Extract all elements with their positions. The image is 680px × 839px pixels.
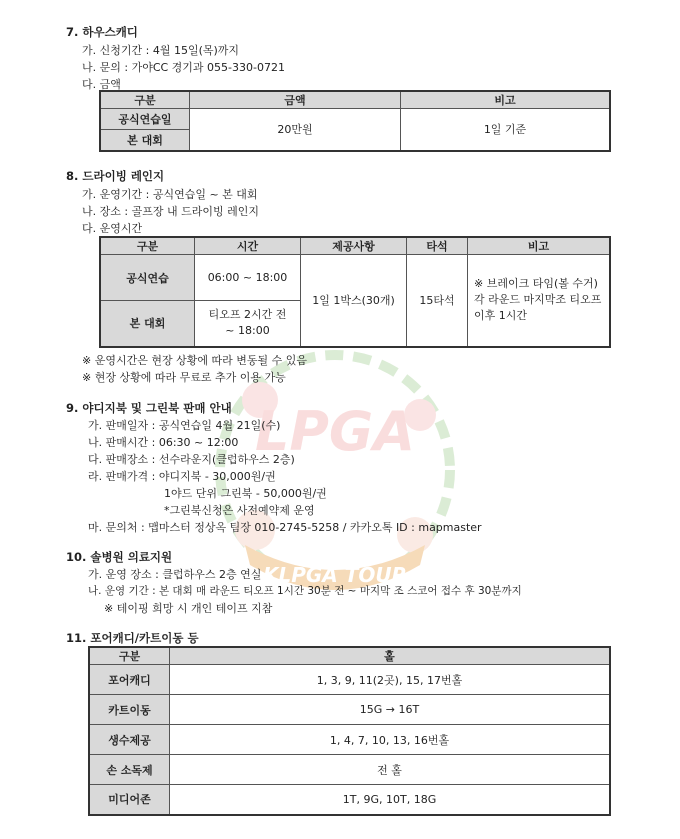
- s9-item-4: 1야드 단위 그린북 - 50,000원/권: [164, 487, 327, 500]
- s8-note-line-c: 이후 1시간: [474, 309, 527, 323]
- s7-row-practice: 공식연습일: [100, 109, 190, 130]
- s11-header-1: 홀: [170, 647, 611, 665]
- s7-header-2: 비고: [401, 91, 611, 109]
- s9-item-6: 마. 문의처 : 맵마스터 정상옥 팀장 010-2745-5258 / 카카오톡 ID : mapmaster: [88, 521, 482, 534]
- s7-amount: 20만원: [190, 109, 401, 151]
- s8-row-practice-time: 06:00 ~ 18:00: [195, 255, 301, 301]
- s9-item-3: 라. 판매가격 : 야디지북 - 30,000원/권: [88, 470, 276, 483]
- s8-header-0: 구분: [100, 237, 195, 255]
- s11-row-1-value: 15G → 16T: [170, 695, 611, 725]
- s11-row-3-value: 전 홀: [170, 755, 611, 785]
- section-9-title: 9. 야디지북 및 그린북 판매 안내: [66, 401, 232, 415]
- s10-item-0: 가. 운영 장소 : 클럽하우스 2층 연실: [88, 568, 262, 581]
- s8-header-2: 제공사항: [301, 237, 407, 255]
- s8-header-4: 비고: [468, 237, 611, 255]
- s11-row-4-name: 미디어존: [89, 785, 170, 815]
- s11-row-0-name: 포어캐디: [89, 665, 170, 695]
- s11-table: [88, 646, 611, 816]
- section-11-title: 11. 포어캐디/카트이동 등: [66, 631, 199, 645]
- s7-fee-table: [99, 90, 611, 152]
- s8-provide: 1일 1박스(30개): [301, 255, 407, 347]
- s8-note-0: ※ 운영시간은 현장 상황에 따라 변동될 수 있음: [82, 354, 307, 367]
- s11-row-2-name: 생수제공: [89, 725, 170, 755]
- s8-note-line-a: ※ 브레이크 타임(볼 수거): [474, 277, 598, 291]
- s10-item-2: ※ 테이핑 희망 시 개인 테이프 지참: [104, 602, 273, 615]
- s8-header-1: 시간: [195, 237, 301, 255]
- s7-row-main: 본 대회: [100, 130, 190, 151]
- s8-item-2: 다. 운영시간: [82, 222, 143, 235]
- s7-item-0: 가. 신청기간 : 4월 15일(목)까지: [82, 44, 240, 57]
- s11-row-1-name: 카트이동: [89, 695, 170, 725]
- s8-note-line-b: 각 라운드 마지막조 티오프: [474, 293, 602, 307]
- s8-row-main-time-b: ~ 18:00: [225, 324, 270, 338]
- s11-row-2-value: 1, 4, 7, 10, 13, 16번홀: [170, 725, 611, 755]
- s11-row-3-name: 손 소독제: [89, 755, 170, 785]
- s8-item-1: 나. 장소 : 골프장 내 드라이빙 레인지: [82, 205, 259, 218]
- s7-item-2: 다. 금액: [82, 78, 121, 91]
- s8-bays: 15타석: [407, 255, 468, 347]
- s9-item-2: 다. 판매장소 : 선수라운지(클럽하우스 2층): [88, 453, 295, 466]
- s8-row-main-time: [195, 301, 301, 347]
- section-10-title: 10. 솔병원 의료지원: [66, 550, 173, 564]
- s8-note: [468, 255, 611, 347]
- s9-item-5: *그린북신청은 사전예약제 운영: [164, 504, 315, 517]
- s8-header-3: 타석: [407, 237, 468, 255]
- s7-header-1: 금액: [190, 91, 401, 109]
- s7-note: 1일 기준: [401, 109, 611, 151]
- s9-item-0: 가. 판매일자 : 공식연습일 4월 21일(수): [88, 419, 281, 432]
- section-8-title: 8. 드라이빙 레인지: [66, 169, 165, 183]
- s11-header-0: 구분: [89, 647, 170, 665]
- s8-note-1: ※ 현장 상황에 따라 무료로 추가 이용 가능: [82, 371, 286, 384]
- s11-row-0-value: 1, 3, 9, 11(2곳), 15, 17번홀: [170, 665, 611, 695]
- s8-item-0: 가. 운영기간 : 공식연습일 ~ 본 대회: [82, 188, 258, 201]
- s10-item-1: 나. 운영 기간 : 본 대회 매 라운드 티오프 1시간 30분 전 ~ 마지막 조 스코어 접수 후 30분까지: [88, 585, 522, 597]
- s7-header-0: 구분: [100, 91, 190, 109]
- s9-item-1: 나. 판매시간 : 06:30 ~ 12:00: [88, 436, 239, 449]
- section-7-title: 7. 하우스캐디: [66, 25, 138, 39]
- s7-item-1: 나. 문의 : 가야CC 경기과 055-330-0721: [82, 61, 285, 74]
- s8-row-practice: 공식연습: [100, 255, 195, 301]
- watermark-text: LPGA: [254, 400, 416, 463]
- s8-row-main: 본 대회: [100, 301, 195, 347]
- s8-range-table: [99, 236, 611, 348]
- s11-row-4-value: 1T, 9G, 10T, 18G: [170, 785, 611, 815]
- s8-row-main-time-a: 티오프 2시간 전: [208, 308, 287, 322]
- watermark-subtext: KLPGA TOUR: [262, 563, 408, 587]
